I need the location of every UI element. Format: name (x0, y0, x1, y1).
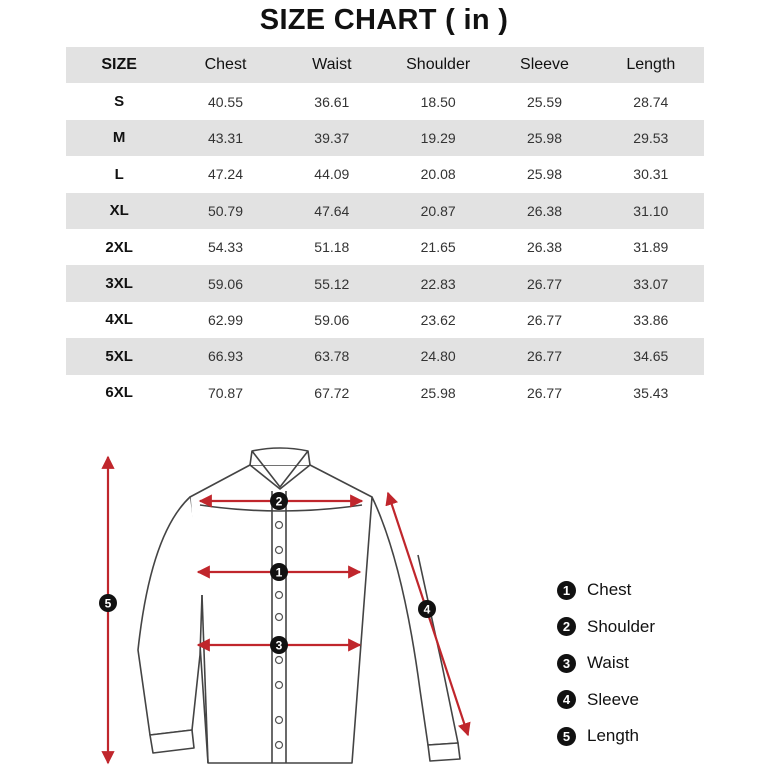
legend-badge: 2 (557, 617, 576, 636)
title-text: SIZE CHART ( (259, 4, 456, 36)
title-unit-label: in (463, 4, 490, 36)
cell-size: 6XL (105, 384, 133, 402)
col-header-size: SIZE (66, 47, 172, 83)
cell-shoulder: 25.98 (420, 384, 456, 401)
marker-1 (270, 563, 288, 581)
col-header-sleeve: Sleeve (491, 47, 597, 83)
cell-chest: 43.31 (172, 120, 278, 156)
cell-length: 34.65 (598, 338, 704, 374)
cell-shoulder: 24.80 (385, 338, 491, 374)
page-title (0, 0, 768, 40)
cell-waist: 39.37 (279, 120, 385, 156)
shirt-diagram (90, 445, 560, 768)
cell-chest: 40.55 (207, 93, 244, 110)
table-row (66, 265, 704, 301)
cell-size: S (114, 93, 125, 111)
cell-size: 5XL (66, 338, 172, 374)
cell-length: 31.89 (633, 239, 669, 256)
svg-text:3: 3 (275, 638, 283, 653)
cell-shoulder: 19.29 (385, 120, 491, 156)
cell-chest: 66.93 (172, 338, 278, 374)
marker-2 (270, 492, 288, 510)
col-header-length: Length (598, 47, 704, 83)
cell-size: M (66, 120, 172, 156)
cell-size: 2XL (105, 238, 133, 256)
title-unit (463, 4, 489, 36)
cell-sleeve: 26.77 (491, 338, 597, 374)
legend-item-shoulder (557, 609, 757, 646)
legend-label: Length (587, 726, 639, 746)
cell-sleeve: 25.98 (491, 120, 597, 156)
legend-label: Chest (587, 580, 632, 600)
legend-badge: 5 (557, 727, 576, 746)
table-row (66, 156, 704, 192)
measurement-legend (557, 572, 757, 755)
table-row (66, 193, 704, 229)
cell-sleeve: 26.77 (526, 311, 562, 328)
cell-chest: 47.24 (207, 166, 244, 183)
cell-waist: 51.18 (314, 239, 350, 256)
cell-sleeve: 26.77 (491, 265, 597, 301)
col-header-shoulder: Shoulder (385, 47, 491, 83)
cell-shoulder: 21.65 (420, 239, 456, 256)
table-row (66, 83, 704, 119)
shirt-outline (138, 448, 460, 763)
cell-length: 33.86 (633, 311, 669, 328)
cell-length: 28.74 (633, 93, 669, 110)
svg-text:4: 4 (423, 602, 431, 617)
cell-chest: 62.99 (207, 311, 244, 328)
cell-length: 30.31 (633, 166, 669, 183)
cell-length: 35.43 (633, 384, 669, 401)
cell-waist: 47.64 (279, 193, 385, 229)
svg-text:1: 1 (275, 565, 283, 580)
cell-chest: 54.33 (207, 239, 244, 256)
legend-label: Sleeve (587, 689, 639, 709)
cell-chest: 59.06 (172, 265, 278, 301)
legend-badge: 3 (557, 654, 576, 673)
legend-item-chest (557, 572, 757, 609)
col-header-chest: Chest (172, 47, 278, 83)
title-close: ) (498, 4, 509, 36)
size-table (66, 47, 704, 411)
svg-text:2: 2 (275, 494, 283, 509)
cell-sleeve: 25.98 (526, 166, 562, 183)
cell-size: 3XL (66, 265, 172, 301)
cell-waist: 44.09 (314, 166, 350, 183)
cell-sleeve: 26.38 (526, 239, 562, 256)
cell-shoulder: 23.62 (420, 311, 456, 328)
cell-length: 33.07 (598, 265, 704, 301)
cell-waist: 67.72 (314, 384, 350, 401)
svg-text:5: 5 (104, 596, 112, 611)
marker-5 (99, 594, 117, 612)
table-header-row (66, 47, 704, 83)
cell-size: XL (66, 193, 172, 229)
col-header-waist: Waist (279, 47, 385, 83)
legend-label: Waist (587, 653, 629, 673)
cell-chest: 50.79 (172, 193, 278, 229)
cell-length: 31.10 (598, 193, 704, 229)
cell-size: 4XL (105, 311, 133, 329)
legend-label: Shoulder (587, 616, 656, 636)
cell-shoulder: 20.08 (420, 166, 456, 183)
cell-shoulder: 20.87 (385, 193, 491, 229)
cell-waist: 55.12 (279, 265, 385, 301)
table-row (66, 375, 704, 411)
legend-item-sleeve (557, 682, 757, 719)
table-row (66, 120, 704, 156)
cell-shoulder: 18.50 (420, 93, 456, 110)
cell-size: L (114, 165, 124, 183)
cell-sleeve: 26.38 (491, 193, 597, 229)
legend-item-length (557, 718, 757, 755)
table-row (66, 302, 704, 338)
cell-sleeve: 25.59 (526, 93, 562, 110)
table-body (66, 83, 704, 411)
cell-waist: 36.61 (314, 93, 350, 110)
legend-badge: 1 (557, 581, 576, 600)
cell-chest: 70.87 (207, 384, 244, 401)
table-row (66, 229, 704, 265)
legend-item-waist (557, 645, 757, 682)
cell-sleeve: 26.77 (526, 384, 562, 401)
cell-waist: 59.06 (314, 311, 350, 328)
table-row (66, 338, 704, 374)
marker-4 (418, 600, 436, 618)
cell-shoulder: 22.83 (385, 265, 491, 301)
cell-length: 29.53 (598, 120, 704, 156)
marker-3 (270, 636, 288, 654)
legend-badge: 4 (557, 690, 576, 709)
cell-waist: 63.78 (279, 338, 385, 374)
